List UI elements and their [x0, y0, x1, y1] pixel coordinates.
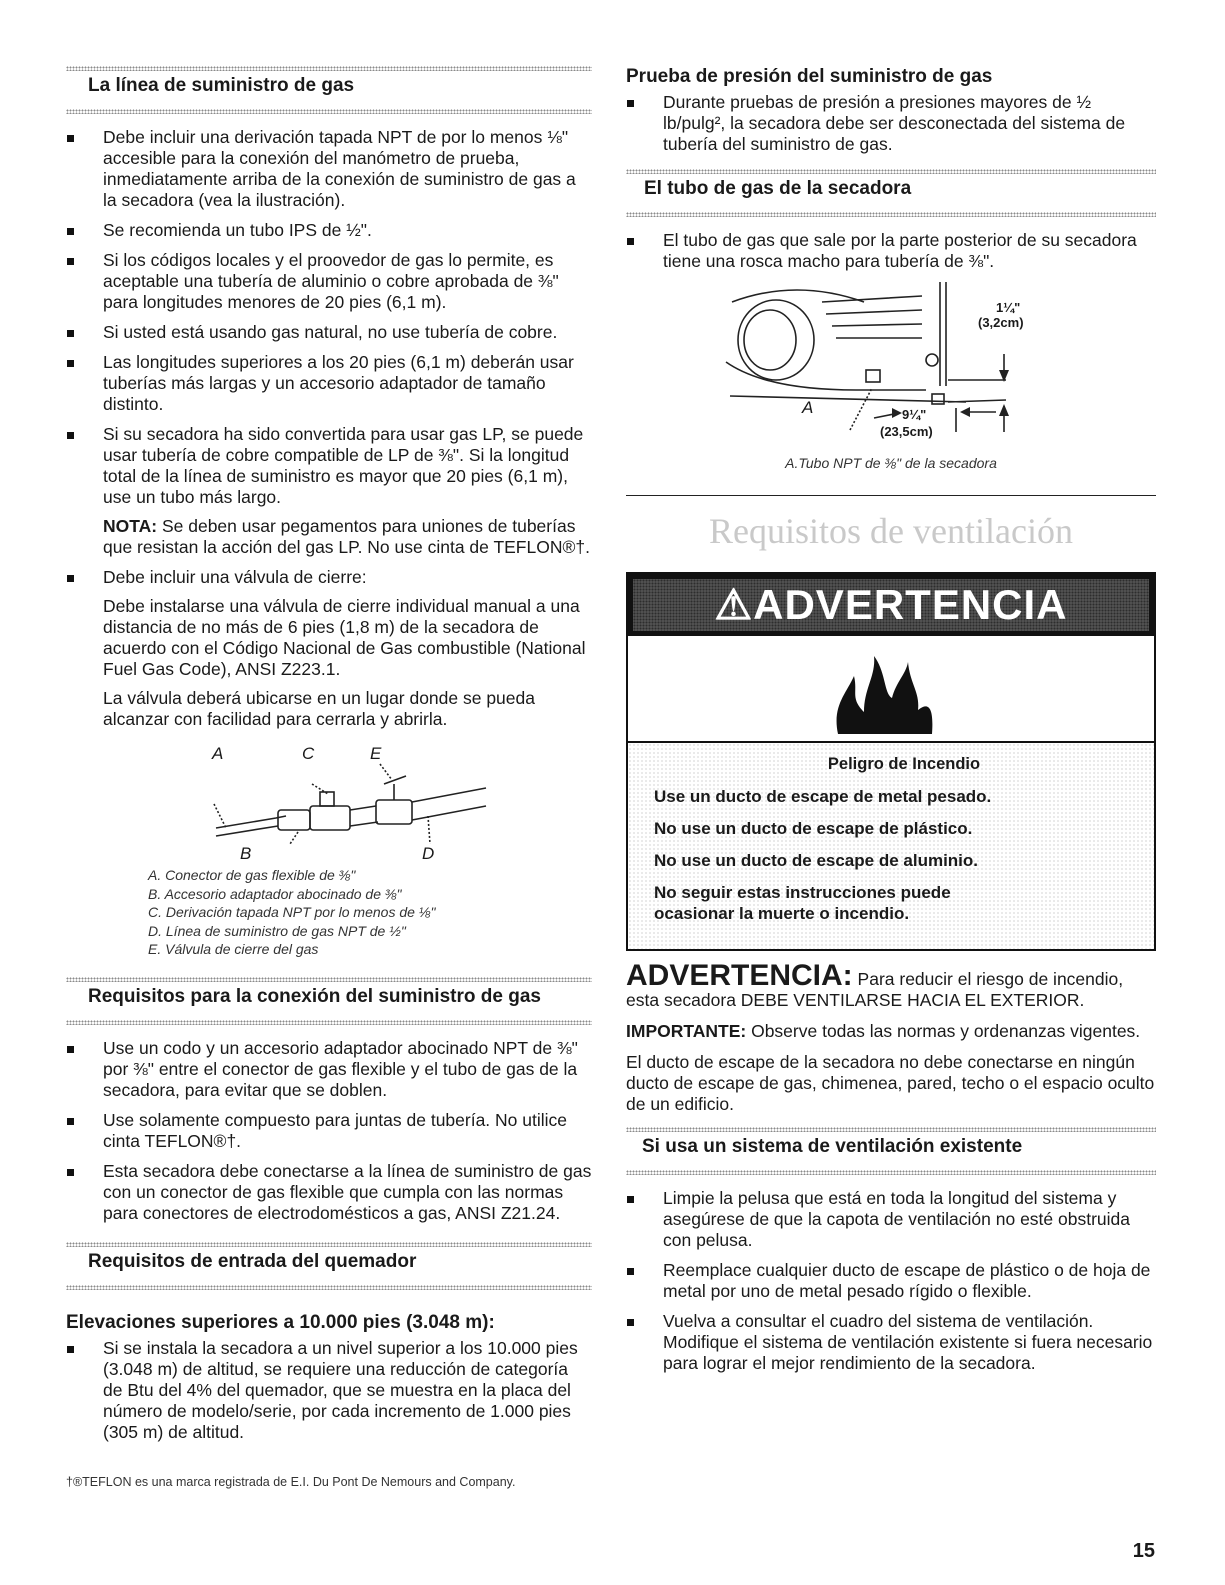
- gas-connection-figure: [66, 744, 592, 862]
- figure-label-d: D: [422, 844, 435, 863]
- list-item: Use solamente compuesto para juntas de tubería. No utilice cinta TEFLON®†.: [66, 1110, 592, 1152]
- section-heading-band: [66, 1238, 592, 1294]
- warning-box: [626, 572, 1156, 951]
- figure-label-a: A: [212, 744, 224, 763]
- warning-line: No use un ducto de escape de plástico.: [654, 818, 973, 838]
- fire-icon: [628, 636, 1154, 741]
- burner-heading: Requisitos de entrada del quemador: [88, 1250, 417, 1272]
- list-item: El tubo de gas que sale por la parte posterior de su secadora tiene una rosca macho para tubería de ⅜".: [626, 230, 1156, 272]
- valve-paragraph: Debe instalarse una válvula de cierre individual manual a una distancia de no más de 6 pies (1,8 m) de la secadora de acuerdo con el Código Nacional de Gas combustible (National Fuel Gas Code), ANSI Z223.1.: [103, 596, 586, 679]
- footnote: †®TEFLON es una marca registrada de E.I. Du Pont De Nemours and Company.: [66, 1475, 516, 1489]
- page-number: 15: [1132, 1540, 1155, 1562]
- list-item: Si se instala la secadora a un nivel superior a los 10.000 pies (3.048 m) de altitud, se requiere una reducción de categoría de Btu del 4% del quemador, que se muestra en la placa del número de modelo/serie, por cada incremento de 1.000 pies (305 m) de altitud.: [66, 1338, 592, 1443]
- figure-caption: C. Derivación tapada NPT por lo menos de ⅛": [148, 904, 436, 920]
- note-label: NOTA:: [103, 516, 158, 536]
- dimension-label: (23,5cm): [880, 424, 933, 439]
- section-heading-band: [66, 973, 592, 1029]
- figure-captions: [148, 866, 592, 959]
- note-text: Se deben usar pegamentos para uniones de tuberías que resistan la acción del gas LP. No use cinta de TEFLON®†.: [103, 516, 590, 557]
- important-paragraph: IMPORTANTE: Observe todas las normas y ordenanzas vigentes.: [626, 1020, 1141, 1041]
- list-item: Use un codo y un accesorio adaptador abocinado NPT de ⅜" por ⅜" entre el conector de gas flexible y el tubo de gas de la secadora, para evitar que se doblen.: [66, 1038, 592, 1101]
- note-paragraph: [66, 516, 592, 558]
- venting-section-title: Requisitos de ventilación: [709, 510, 1073, 551]
- connection-list: [66, 1038, 592, 1224]
- section-heading-band: [626, 165, 1156, 221]
- warning-triangle-icon: ⚠: [714, 580, 754, 628]
- dimension-label: (3,2cm): [978, 315, 1024, 330]
- important-label: IMPORTANTE:: [626, 1020, 747, 1041]
- gas-line-list: [66, 127, 592, 508]
- section-heading-band: [66, 62, 592, 118]
- figure-label-c: C: [302, 744, 315, 763]
- warning-line: Use un ducto de escape de metal pesado.: [654, 786, 992, 806]
- figure-label-e: E: [370, 744, 382, 763]
- warning-header: [628, 574, 1154, 636]
- list-item: Si los códigos locales y el proovedor de gas lo permite, es aceptable una tubería de aluminio o cobre aprobada de ⅜" para longitudes menores de 20 pies (6,1 m).: [66, 250, 592, 313]
- existing-vent-heading: Si usa un sistema de ventilación existente: [642, 1135, 1023, 1157]
- figure-caption: E. Válvula de cierre del gas: [148, 941, 319, 957]
- gas-connection-illustration: [66, 744, 592, 862]
- fire-icon-area: [628, 636, 1154, 743]
- section-divider: [626, 495, 1156, 496]
- hazard-title: Peligro de Incendio: [827, 754, 981, 773]
- figure-caption: A. Conector de gas flexible de ⅜": [148, 867, 356, 883]
- list-item: Durante pruebas de presión a presiones mayores de ½ lb/pulg², la secadora debe ser desconectada del sistema de tubería del suministro de gas.: [626, 92, 1156, 155]
- dryer-pipe-figure: [626, 282, 1156, 452]
- list-item: Debe incluir una válvula de cierre:: [66, 567, 592, 588]
- figure-label-b: B: [240, 844, 252, 863]
- dimension-label: 9¼": [902, 407, 927, 422]
- list-item: Se recomienda un tubo IPS de ½".: [66, 220, 592, 241]
- connection-heading: Requisitos para la conexión del suministro de gas: [88, 985, 541, 1007]
- dimension-label: 1¼": [996, 300, 1021, 315]
- existing-vent-list: [626, 1188, 1156, 1374]
- duct-paragraph: El ducto de escape de la secadora no debe conectarse en ningún ducto de escape de gas, chimenea, pared, techo o el espacio oculto de un edificio.: [626, 1051, 1155, 1114]
- warning-line: No seguir estas instrucciones puede ocasionar la muerte o incendio.: [654, 882, 951, 923]
- warning-header-text: ⚠ADVERTENCIA: [633, 579, 1149, 631]
- figure-caption: A.Tubo NPT de ⅜" de la secadora: [785, 455, 997, 471]
- figure-caption: D. Línea de suministro de gas NPT de ½": [148, 922, 406, 939]
- warning-body: [628, 743, 1154, 949]
- list-item: Debe incluir una derivación tapada NPT de por lo menos ⅛" accesible para la conexión del manómetro de prueba, inmediatamente arriba de la conexión de suministro de gas a la secadora (vea la ilustración).: [66, 127, 592, 211]
- pressure-heading: Prueba de presión del suministro de gas: [626, 66, 993, 87]
- list-item: Si su secadora ha sido convertida para usar gas LP, se puede usar tubería de cobre compatible de LP de ⅜". Si la longitud total de la línea de suministro es mayor que 20 pies (6,1 m), use un tubo más largo.: [66, 424, 592, 508]
- left-column: [66, 62, 592, 1443]
- list-item: Si usted está usando gas natural, no use tubería de cobre.: [66, 322, 592, 343]
- advertencia-paragraph: ADVERTENCIA: Para reducir el riesgo de incendio, esta secadora DEBE VENTILARSE HACIA EL EXTERIOR.: [626, 958, 1124, 1010]
- list-item: Vuelva a consultar el cuadro del sistema de ventilación. Modifique el sistema de ventilación existente si fuera necesario para lograr el mejor rendimiento de la secadora.: [626, 1311, 1156, 1374]
- list-item: Limpie la pelusa que está en toda la longitud del sistema y asegúrese de que la capota de ventilación no esté obstruida con pelusa.: [626, 1188, 1156, 1251]
- warning-line: No use un ducto de escape de aluminio.: [654, 850, 979, 870]
- list-item: Esta secadora debe conectarse a la línea de suministro de gas con un conector de gas flexible que cumpla con las normas para conectores de electrodomésticos a gas, ANSI Z21.24.: [66, 1161, 592, 1224]
- list-item: Reemplace cualquier ducto de escape de plástico o de hoja de metal por uno de metal pesado rígido o flexible.: [626, 1260, 1156, 1302]
- figure-caption: B. Accesorio adaptador abocinado de ⅜": [148, 885, 402, 902]
- gas-line-heading: La línea de suministro de gas: [88, 75, 355, 96]
- dryer-pipe-heading: El tubo de gas de la secadora: [644, 178, 912, 199]
- list-item: Las longitudes superiores a los 20 pies (6,1 m) deberán usar tuberías más largas y un accesorio adaptador de tamaño distinto.: [66, 352, 592, 415]
- right-column: [626, 62, 1156, 1374]
- advertencia-label: ADVERTENCIA:: [626, 958, 853, 992]
- figure-label-a: A: [802, 398, 814, 417]
- elevation-heading: Elevaciones superiores a 10.000 pies (3.048 m):: [66, 1311, 495, 1333]
- valve-paragraph: La válvula deberá ubicarse en un lugar donde se pueda alcanzar con facilidad para cerrarla y abrirla.: [103, 688, 535, 729]
- section-heading-band: [626, 1123, 1156, 1179]
